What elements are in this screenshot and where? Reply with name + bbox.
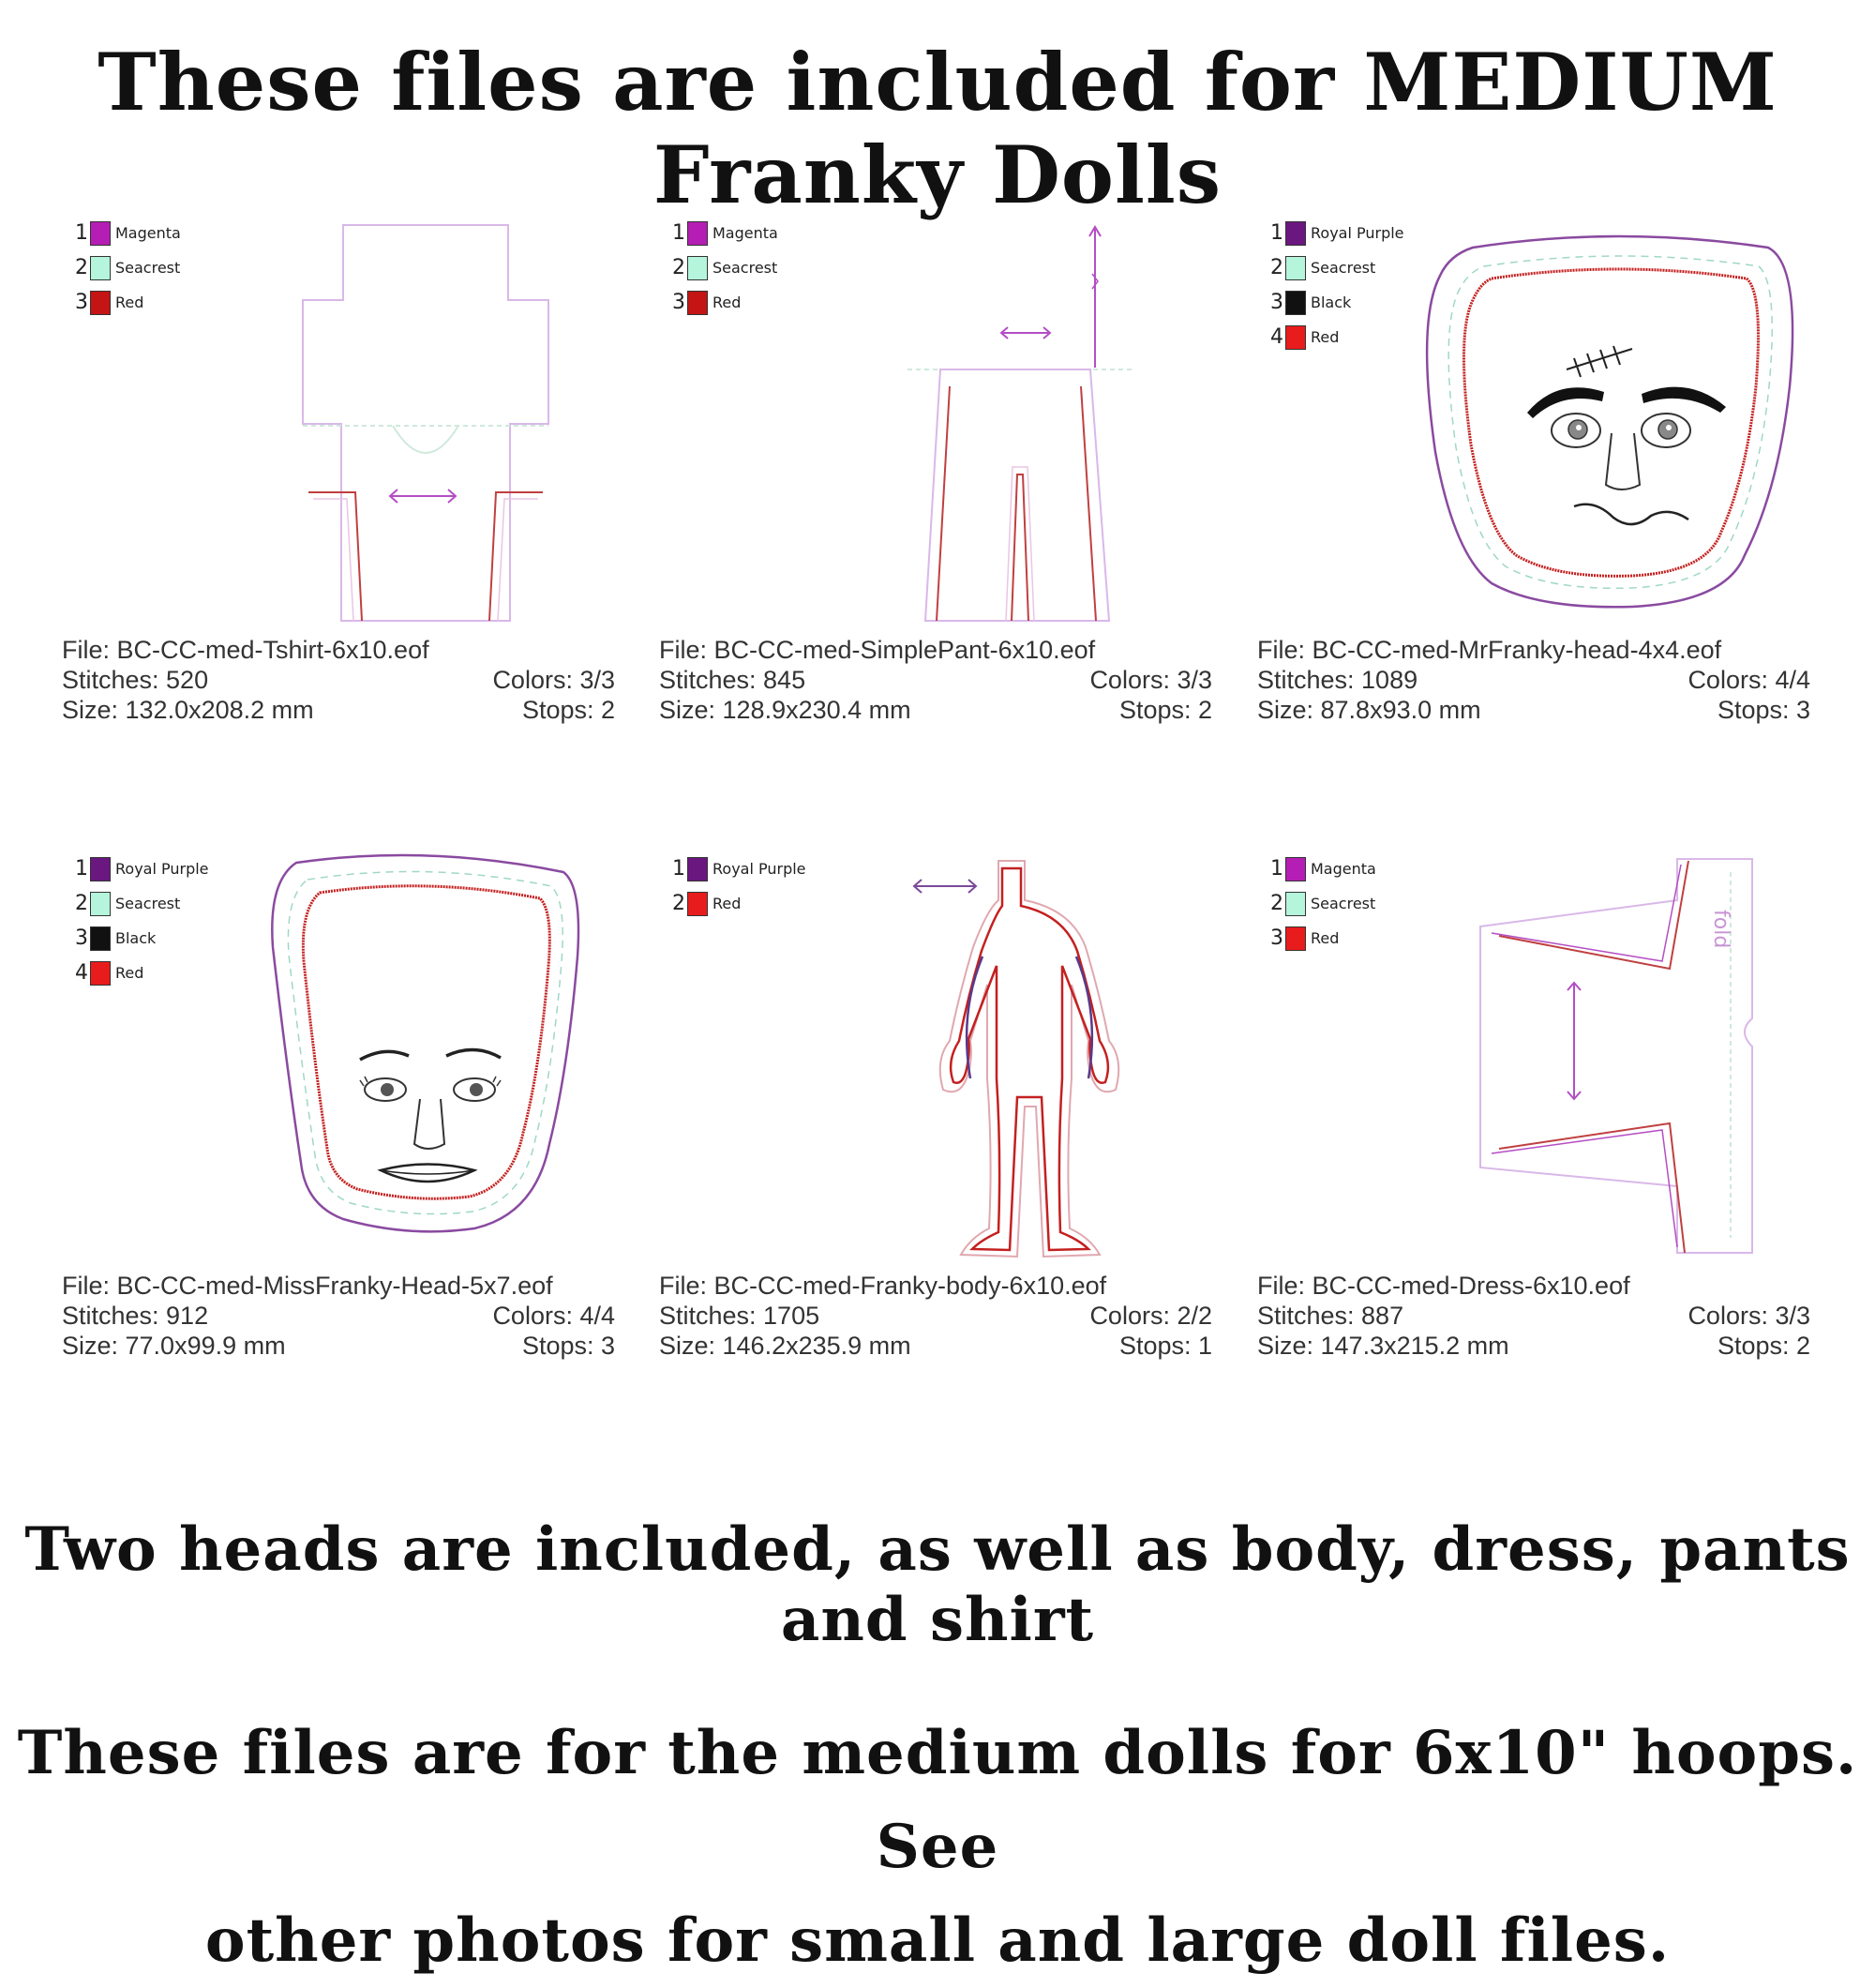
- stop-count: Stops: 2: [521, 696, 615, 724]
- design-size: Size: 77.0x99.9 mm: [62, 1332, 286, 1360]
- legend-row: 2 Seacrest: [1270, 256, 1376, 279]
- file-info: [1257, 635, 1810, 725]
- file-name: File: BC-CC-med-Tshirt-6x10.eof: [62, 636, 429, 664]
- color-name: Red: [115, 964, 144, 982]
- legend-row: 4 Red: [1270, 325, 1340, 349]
- file-card-dress: [1257, 844, 1820, 1360]
- color-legend: [670, 851, 806, 921]
- stitch-count: Stitches: 887: [1257, 1302, 1404, 1330]
- color-name: Magenta: [1311, 860, 1376, 878]
- subtitle: Two heads are included, as well as body, dress, pants and shirt: [24, 1514, 1851, 1655]
- color-name: Magenta: [115, 224, 181, 242]
- stop-count: Stops: 2: [1118, 696, 1212, 724]
- color-count: Colors: 3/3: [1688, 1302, 1810, 1330]
- color-swatch: [1285, 291, 1306, 315]
- color-name: Royal Purple: [115, 860, 209, 878]
- stop-count: Stops: 1: [1118, 1332, 1212, 1360]
- design-size: Size: 128.9x230.4 mm: [659, 696, 911, 724]
- color-legend: [1268, 216, 1404, 354]
- color-legend: [670, 216, 778, 320]
- file-info: [659, 1271, 1212, 1361]
- legend-row: 1 Royal Purple: [1270, 221, 1404, 245]
- color-name: Red: [1311, 929, 1340, 947]
- note-line-1: These files are for the medium dolls for 6x10" hoops. See: [17, 1718, 1858, 1882]
- color-count: Colors: 3/3: [492, 666, 615, 694]
- stop-count: Stops: 2: [1717, 1332, 1810, 1360]
- legend-row: 1 Royal Purple: [75, 857, 209, 881]
- color-swatch: [1285, 857, 1306, 881]
- color-legend: [1268, 851, 1376, 956]
- legend-row: 3 Black: [1270, 291, 1352, 314]
- note-line-2: other photos for small and large doll files.: [204, 1905, 1671, 1976]
- file-card-tshirt: [62, 208, 624, 724]
- color-name: Seacrest: [712, 259, 778, 277]
- file-name: File: BC-CC-med-Dress-6x10.eof: [1257, 1272, 1630, 1300]
- color-swatch: [1285, 325, 1306, 350]
- legend-row: 3 Red: [75, 291, 144, 314]
- file-name: File: BC-CC-med-MrFranky-head-4x4.eof: [1257, 636, 1722, 664]
- color-name: Red: [1311, 328, 1340, 346]
- stitch-count: Stitches: 845: [659, 666, 806, 694]
- color-name: Seacrest: [1311, 895, 1376, 912]
- file-card-franky-body: [659, 844, 1222, 1360]
- color-name: Seacrest: [115, 895, 181, 912]
- color-name: Seacrest: [115, 259, 181, 277]
- legend-row: 4 Red: [75, 961, 144, 985]
- color-swatch: [687, 857, 708, 881]
- color-swatch: [90, 961, 111, 986]
- legend-row: 2 Red: [672, 892, 742, 915]
- color-count: Colors: 2/2: [1089, 1302, 1212, 1330]
- stitch-count: Stitches: 1705: [659, 1302, 820, 1330]
- color-count: Colors: 4/4: [492, 1302, 615, 1330]
- legend-row: 3 Black: [75, 926, 157, 950]
- color-swatch: [687, 291, 708, 315]
- design-size: Size: 132.0x208.2 mm: [62, 696, 314, 724]
- file-info: [62, 635, 615, 725]
- color-count: Colors: 4/4: [1688, 666, 1810, 694]
- design-size: Size: 87.8x93.0 mm: [1257, 696, 1481, 724]
- color-swatch: [1285, 892, 1306, 916]
- legend-row: 2 Seacrest: [75, 256, 181, 279]
- design-size: Size: 147.3x215.2 mm: [1257, 1332, 1509, 1360]
- color-swatch: [1285, 926, 1306, 951]
- file-card-pants: [659, 208, 1222, 724]
- color-swatch: [687, 256, 708, 280]
- color-name: Red: [712, 895, 742, 912]
- page-title: These files are included for MEDIUM Franky Dolls: [98, 36, 1778, 221]
- color-name: Royal Purple: [1311, 224, 1404, 242]
- color-name: Red: [115, 294, 144, 311]
- color-name: Black: [1311, 294, 1352, 311]
- color-swatch: [1285, 221, 1306, 246]
- file-info: [1257, 1271, 1810, 1361]
- color-name: Red: [712, 294, 742, 311]
- file-name: File: BC-CC-med-SimplePant-6x10.eof: [659, 636, 1096, 664]
- file-name: File: BC-CC-med-MissFranky-Head-5x7.eof: [62, 1272, 553, 1300]
- legend-row: 3 Red: [672, 291, 742, 314]
- legend-row: 1 Magenta: [1270, 857, 1376, 881]
- legend-row: 1 Magenta: [672, 221, 778, 245]
- color-count: Colors: 3/3: [1089, 666, 1212, 694]
- color-swatch: [90, 291, 111, 315]
- color-name: Magenta: [712, 224, 778, 242]
- color-legend: [73, 851, 209, 990]
- stop-count: Stops: 3: [521, 1332, 615, 1360]
- design-size: Size: 146.2x235.9 mm: [659, 1332, 911, 1360]
- legend-row: 1 Royal Purple: [672, 857, 806, 881]
- legend-row: 1 Magenta: [75, 221, 181, 245]
- color-legend: [73, 216, 181, 320]
- file-card-mr-franky-head: [1257, 208, 1820, 724]
- color-swatch: [90, 256, 111, 280]
- color-name: Black: [115, 929, 157, 947]
- color-swatch: [1285, 256, 1306, 280]
- legend-row: 3 Red: [1270, 926, 1340, 950]
- legend-row: 2 Seacrest: [672, 256, 778, 279]
- note: [0, 1707, 1875, 1988]
- stitch-count: Stitches: 520: [62, 666, 209, 694]
- color-swatch: [687, 892, 708, 916]
- file-name: File: BC-CC-med-Franky-body-6x10.eof: [659, 1272, 1107, 1300]
- stitch-count: Stitches: 1089: [1257, 666, 1418, 694]
- color-swatch: [687, 221, 708, 246]
- legend-row: 2 Seacrest: [1270, 892, 1376, 915]
- color-name: Seacrest: [1311, 259, 1376, 277]
- file-card-miss-franky-head: [62, 844, 624, 1360]
- color-name: Royal Purple: [712, 860, 806, 878]
- file-info: [62, 1271, 615, 1361]
- fold-label: fold: [1709, 910, 1732, 949]
- file-info: [659, 635, 1212, 725]
- legend-row: 2 Seacrest: [75, 892, 181, 915]
- color-swatch: [90, 221, 111, 246]
- color-swatch: [90, 926, 111, 951]
- color-swatch: [90, 857, 111, 881]
- stitch-count: Stitches: 912: [62, 1302, 209, 1330]
- color-swatch: [90, 892, 111, 916]
- stop-count: Stops: 3: [1717, 696, 1810, 724]
